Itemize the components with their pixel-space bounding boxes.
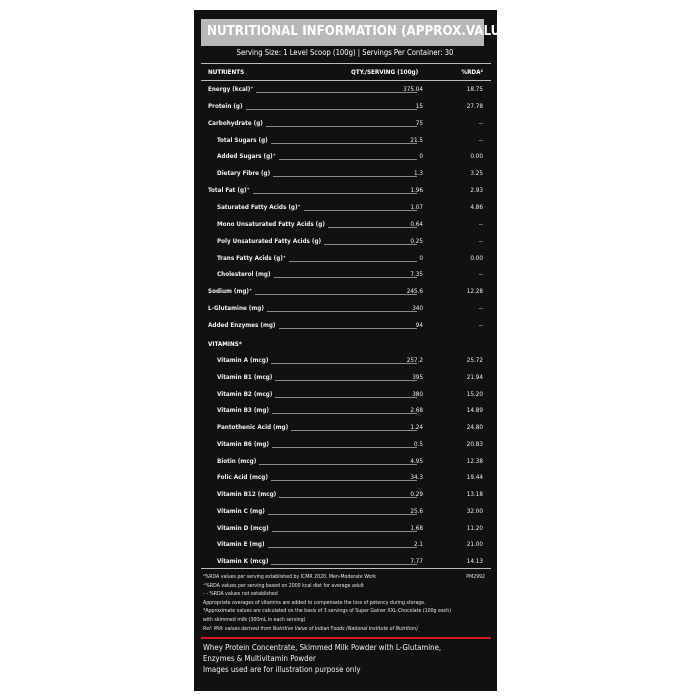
nutrient-row <box>194 84 497 96</box>
qty-value: 94 <box>415 321 423 329</box>
nutrient-name: Poly Unsaturated Fatty Acids (g) <box>217 236 324 248</box>
rda-value: -- <box>478 271 483 279</box>
nutrient-row <box>194 118 497 130</box>
ingredients-line: Enzymes & Multivitamin Powder <box>203 654 316 663</box>
qty-value: 21.5 <box>410 136 423 144</box>
nutrient-name: Vitamin A (mcg) <box>217 355 271 367</box>
rda-value: 3.25 <box>470 170 483 178</box>
serving-info: Serving Size: 1 Level Scoop (100g) | Servings Per Container: 30 <box>236 48 454 57</box>
nutrient-row <box>194 286 497 298</box>
nutrient-row <box>194 168 497 180</box>
col-header-qty: QTY./SERVING (100g) <box>351 69 419 76</box>
vitamin-row <box>194 489 497 501</box>
product-code: PM2992 <box>466 574 485 580</box>
rda-value: 14.89 <box>466 407 483 415</box>
divider <box>201 80 491 81</box>
rda-value: 2.93 <box>470 187 483 195</box>
nutrient-name: Cholesterol (mg) <box>217 269 274 281</box>
rda-value: 25.72 <box>466 357 483 364</box>
nutrient-name: Vitamin D (mcg) <box>217 523 272 535</box>
rda-value: 14.13 <box>466 558 483 565</box>
nutrient-name: Vitamin K (mcg) <box>217 556 271 568</box>
nutrient-name: Vitamin B3 (mg) <box>217 405 272 417</box>
vitamin-row <box>194 506 497 518</box>
qty-value: 395 <box>412 373 423 381</box>
divider <box>201 568 491 569</box>
nutrient-name: Trans Fatty Acids (g)⁺ <box>217 253 289 265</box>
nutrient-row <box>194 135 497 147</box>
nutrient-name: Sodium (mg)⁺ <box>208 286 255 298</box>
footnote-line: Ref: Milk values derived from Nutritive Value of Indian Foods (National Institute of Nutrition) <box>203 625 418 632</box>
nutrient-name: Vitamin B2 (mcg) <box>217 389 275 401</box>
nutrient-row <box>194 101 497 113</box>
vitamin-row <box>194 439 497 451</box>
vitamin-row <box>194 556 497 568</box>
qty-value: 34.3 <box>410 474 423 482</box>
vitamin-row <box>194 405 497 417</box>
footnote-line: *Approximate values are calculated on the basis of 3 servings of Super Gainer XXL-Chocolate (100g each) <box>203 608 452 615</box>
rda-value: 0.00 <box>470 153 483 161</box>
qty-value: 2.1 <box>413 541 423 549</box>
nutrient-row <box>194 219 497 231</box>
nutrient-row <box>194 269 497 281</box>
col-header-nutrients: NUTRIENTS <box>208 69 245 76</box>
qty-value: 380 <box>412 390 423 398</box>
nutrient-row <box>194 303 497 315</box>
vitamin-row <box>194 372 497 384</box>
red-divider <box>201 637 491 639</box>
rda-value: 27.78 <box>466 102 483 110</box>
qty-value: 340 <box>412 305 423 313</box>
footnote-line: ⁺%RDA values per serving based on 2000 kcal diet for average adult <box>203 582 364 589</box>
nutrient-row <box>194 185 497 197</box>
nutrient-name: Energy (kcal)⁺ <box>208 84 256 96</box>
nutrient-name: Saturated Fatty Acids (g)⁺ <box>217 202 304 214</box>
nutrient-name: Protein (g) <box>208 101 246 113</box>
rda-value: 21.94 <box>466 373 483 381</box>
rda-value: 19.44 <box>466 474 483 482</box>
nutrient-name: Folic Acid (mcg) <box>217 472 271 484</box>
nutrient-name: L-Glutamine (mg) <box>208 303 267 315</box>
rda-value: 4.86 <box>470 203 483 211</box>
rda-value: 20.83 <box>466 440 483 448</box>
nutrient-name: Carbohydrate (g) <box>208 118 266 130</box>
qty-value: 2.68 <box>410 407 423 415</box>
vitamin-row <box>194 456 497 468</box>
rda-value: 15.20 <box>466 390 483 398</box>
qty-value: 0 <box>419 153 423 161</box>
rda-value: -- <box>478 136 483 144</box>
qty-value: 0.25 <box>410 237 423 245</box>
nutrient-name: Vitamin B6 (mg) <box>217 439 272 451</box>
rda-value: 12.28 <box>466 288 483 296</box>
rda-value: 32.00 <box>466 507 483 515</box>
rda-value: 12.38 <box>466 457 483 465</box>
disclaimer: Images used are for illustration purpose only <box>203 665 361 674</box>
nutrient-name: Dietary Fibre (g) <box>217 168 273 180</box>
vitamin-row <box>194 355 497 367</box>
footnote-line: with skimmed milk (300mL in each serving) <box>203 617 306 623</box>
rda-value: 18.75 <box>466 86 483 93</box>
qty-value: 257.2 <box>406 357 423 364</box>
qty-value: 15 <box>415 102 423 110</box>
qty-value: 1.96 <box>410 187 423 195</box>
rda-value: -- <box>478 220 483 228</box>
footnote-line: Appropriate overages of vitamins are added to compensate the loss of potency during storage. <box>203 599 426 606</box>
qty-value: 75 <box>415 119 423 127</box>
qty-value: 4.95 <box>410 457 423 465</box>
vitamin-row <box>194 523 497 535</box>
nutrient-name: Total Sugars (g) <box>217 135 271 147</box>
vitamin-row <box>194 472 497 484</box>
qty-value: 245.6 <box>406 288 423 296</box>
footnote-line: ²%RDA values per serving established by ICMR 2020, Men-Moderate Work <box>203 574 376 580</box>
vitamin-row <box>194 389 497 401</box>
vitamin-row <box>194 539 497 551</box>
qty-value: 1.68 <box>410 524 423 532</box>
ingredients-block <box>203 642 493 675</box>
rda-value: 0.00 <box>470 254 483 262</box>
rda-value: -- <box>478 237 483 245</box>
nutrient-row <box>194 253 497 265</box>
rda-value: -- <box>478 321 483 329</box>
qty-value: 1.24 <box>410 424 423 431</box>
nutrient-name: Mono Unsaturated Fatty Acids (g) <box>217 219 328 231</box>
rda-value: 21.00 <box>466 541 483 549</box>
nutrient-row <box>194 320 497 332</box>
nutrient-name: Added Sugars (g)⁺ <box>217 151 279 163</box>
nutrient-row <box>194 202 497 214</box>
ingredients-line: Whey Protein Concentrate, Skimmed Milk Powder with L-Glutamine, <box>203 643 442 652</box>
rda-value: -- <box>478 305 483 313</box>
qty-value: 0.29 <box>410 491 423 498</box>
rda-value: 24.80 <box>466 424 483 431</box>
nutrient-name: Vitamin B1 (mcg) <box>217 372 275 384</box>
qty-value: 0.5 <box>413 440 423 448</box>
nutrient-name: Vitamin E (mg) <box>217 539 268 551</box>
nutrient-row <box>194 236 497 248</box>
footnote-line: - - %RDA values not established <box>203 591 278 598</box>
qty-value: 1.07 <box>410 203 423 211</box>
qty-value: 7.35 <box>410 271 423 279</box>
nutrient-name: Added Enzymes (mg) <box>208 320 279 332</box>
nutrient-row <box>194 151 497 163</box>
rda-value: -- <box>478 119 483 127</box>
col-header-rda: %RDA² <box>461 69 483 76</box>
nutrient-name: Biotin (mcg) <box>217 456 259 468</box>
qty-value: 375.04 <box>403 86 423 93</box>
nutrition-panel <box>194 10 528 691</box>
nutrient-name: Pantothenic Acid (mg) <box>217 422 291 434</box>
qty-value: 7.77 <box>410 558 423 565</box>
nutrient-name: Total Fat (g)⁺ <box>208 185 253 197</box>
rda-value: 13.18 <box>466 491 483 498</box>
vitamin-row <box>194 422 497 434</box>
panel-title: NUTRITIONAL INFORMATION (APPROX.VALUES): <box>207 24 528 39</box>
qty-value: 25.6 <box>410 507 423 515</box>
nutrient-name: Vitamin C (mg) <box>217 506 268 518</box>
qty-value: 1.3 <box>413 170 423 178</box>
nutrient-name: Vitamin B12 (mcg) <box>217 489 279 501</box>
vitamins-header: VITAMINS* <box>208 341 242 348</box>
rda-value: 11.20 <box>466 524 483 532</box>
qty-value: 0.64 <box>410 220 423 228</box>
divider <box>201 63 491 64</box>
qty-value: 0 <box>419 254 423 262</box>
